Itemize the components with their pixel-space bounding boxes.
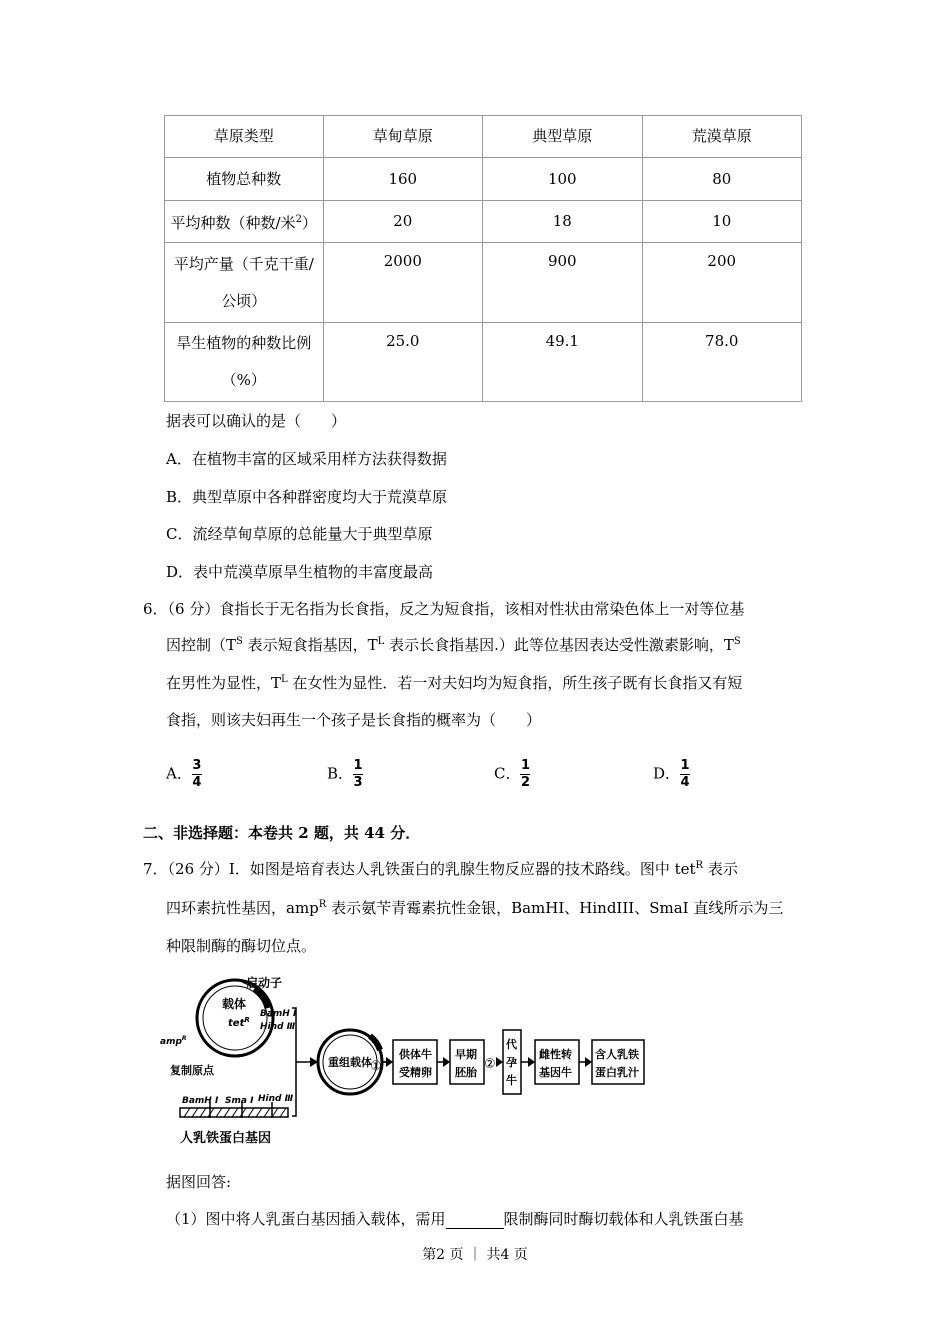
- q7-line-2: [166, 897, 783, 918]
- gene-label: 人乳铁蛋白基因: [180, 1131, 272, 1146]
- answer-intro: 据图回答:: [166, 1173, 232, 1191]
- table-cell: 78.0: [642, 323, 802, 402]
- q6-option-c: [494, 758, 530, 791]
- step-2-marker: ②: [484, 1057, 496, 1072]
- table-row: [165, 243, 802, 323]
- box3-line1: 代: [506, 1038, 517, 1051]
- table-header-row: [165, 116, 802, 158]
- q6-line-3: [166, 672, 742, 693]
- step-1-marker: ①: [370, 1059, 382, 1074]
- table-cell: 25.0: [323, 323, 483, 402]
- q6-text: 表示长食指基因.）此等位基因表达受性激素影响，T: [384, 636, 734, 654]
- row-label-line: 旱生植物的种数比例: [176, 334, 312, 352]
- q6-text: 表示短食指基因，T: [242, 636, 378, 654]
- box4-line2: 基因牛: [539, 1066, 572, 1079]
- table-cell: 100: [483, 158, 642, 201]
- box5-line1: 含人乳铁: [595, 1048, 639, 1061]
- q7-sub-text: （1）图中将人乳蛋白基因插入载体，需用: [166, 1210, 446, 1228]
- q6-text: 在男性为显性，T: [166, 674, 282, 692]
- q5-option-c: C．流经草甸草原的总能量大于典型草原: [166, 525, 433, 543]
- q5-option-a: A．在植物丰富的区域采用样方法获得数据: [166, 450, 447, 468]
- box3-line2: 孕: [506, 1056, 517, 1069]
- ori-label: 复制原点: [170, 1064, 214, 1077]
- numerator: 1: [353, 758, 363, 773]
- q7-sub-1: [166, 1208, 744, 1229]
- row-label: 植物总种数: [165, 158, 324, 201]
- q6-line-2: [166, 634, 741, 655]
- q7-text: 表示: [703, 860, 738, 878]
- table-cell: 160: [323, 158, 483, 201]
- gene-bamh1-label: BamH I: [182, 1096, 219, 1106]
- superscript: S: [733, 636, 741, 647]
- row-label-text: 平均种数（种数/米: [170, 214, 296, 232]
- q6-text: 因控制（T: [166, 636, 237, 654]
- table-header-cell: 草原类型: [165, 116, 324, 158]
- table-cell: 2000: [323, 243, 483, 323]
- numerator: 3: [192, 758, 202, 773]
- box2-line1: 早期: [455, 1048, 477, 1061]
- numerator: 1: [520, 758, 530, 773]
- option-label: D．: [653, 764, 681, 783]
- table-header-cell: 荒漠草原: [642, 116, 802, 158]
- box1-line1: 供体牛: [399, 1048, 432, 1061]
- table-cell: 18: [483, 201, 642, 243]
- superscript: R: [318, 899, 327, 910]
- row-label-line: 平均产量（千克干重/: [173, 254, 314, 273]
- q5-option-b: B．典型草原中各种群密度均大于荒漠草原: [166, 488, 448, 506]
- option-label: C．: [494, 764, 521, 783]
- table-header-cell: 草甸草原: [323, 116, 483, 158]
- box5-line2: 蛋白乳汁: [595, 1066, 639, 1079]
- superscript: 2: [295, 214, 302, 225]
- q6-option-d: [653, 758, 690, 791]
- superscript: L: [281, 674, 288, 685]
- table-header-cell: 典型草原: [483, 116, 642, 158]
- human-lactoferrin-gene: [180, 1094, 294, 1146]
- fraction: [520, 758, 530, 791]
- q7-text: 四环素抗性基因，amp: [166, 899, 319, 917]
- row-label-line: （%）: [221, 371, 266, 389]
- vector-plasmid: [160, 975, 297, 1077]
- section-heading: 二、非选择题：本卷共 2 题，共 44 分．: [143, 824, 421, 842]
- gene-sma1-label: Sma I: [225, 1096, 254, 1106]
- q6-line-1: 6．（6 分）食指长于无名指为长食指，反之为短食指，该相对性状由常染色体上一对等位基: [143, 600, 745, 618]
- fraction: [192, 758, 202, 791]
- page-footer: 第2 页 ｜ 共4 页: [422, 1247, 528, 1263]
- fraction: [680, 758, 690, 791]
- fraction: [353, 758, 363, 791]
- q7-text: 表示氨苄青霉素抗性金银，BamHI、HindIII、SmaI 直线所示为三: [326, 899, 784, 917]
- q6-line-4: 食指，则该夫妇再生一个孩子是长食指的概率为（ ）: [166, 711, 542, 729]
- table-row: [165, 158, 802, 201]
- q7-line-3: 种限制酶的酶切位点。: [166, 937, 317, 955]
- row-label: [165, 201, 324, 243]
- bamh1-site-label: BamH I: [260, 1009, 297, 1019]
- denominator: 3: [353, 775, 363, 790]
- table-cell: 200: [642, 243, 802, 323]
- q6-text: 在女性为显性．若一对夫妇均为短食指，所生孩子既有长食指又有短: [287, 674, 743, 692]
- box1-line2: 受精卵: [399, 1066, 432, 1079]
- hind3-site-label: Hind Ⅲ: [260, 1022, 296, 1032]
- table-cell: 49.1: [483, 323, 642, 402]
- promoter-segment: [255, 988, 268, 1008]
- table-row: [165, 201, 802, 243]
- q7-line-1: [143, 858, 738, 879]
- q6-option-b: [327, 758, 363, 791]
- denominator: 4: [680, 775, 690, 790]
- numerator: 1: [680, 758, 690, 773]
- box4-line1: 雌性转: [539, 1048, 572, 1061]
- amp-label: amp$^R$: [160, 1035, 187, 1047]
- table-cell: 900: [483, 243, 642, 323]
- denominator: 4: [192, 775, 202, 790]
- answer-blank[interactable]: [446, 1213, 504, 1229]
- row-label-text: ）: [301, 214, 317, 232]
- superscript: L: [377, 636, 385, 647]
- superscript: R: [695, 860, 704, 871]
- q5-stem: 据表可以确认的是（ ）: [166, 412, 347, 430]
- row-label-line: 公顷）: [221, 291, 267, 310]
- q7-text: 7．（26 分）Ⅰ．如图是培育表达人乳铁蛋白的乳腺生物反应器的技术路线。图中 tet: [143, 860, 696, 878]
- denominator: 2: [520, 775, 530, 790]
- table-cell: 10: [642, 201, 802, 243]
- tet-label: tet$^R$: [228, 1016, 250, 1029]
- option-label: A．: [166, 764, 192, 783]
- box3-line3: 牛: [506, 1074, 517, 1087]
- q6-option-a: [166, 758, 202, 791]
- promoter-label: 启动子: [246, 976, 283, 990]
- option-label: B．: [327, 764, 354, 783]
- superscript: S: [236, 636, 243, 647]
- vector-label: 载体: [222, 997, 247, 1011]
- transgenic-pathway-diagram: [160, 968, 650, 1153]
- q7-sub-text: 限制酶同时酶切载体和人乳铁蛋白基: [503, 1210, 744, 1228]
- table-row: [165, 323, 802, 402]
- table-cell: 20: [323, 201, 483, 243]
- gene-hind3-label: Hind Ⅲ: [258, 1094, 294, 1104]
- q5-option-d: D．表中荒漠草原旱生植物的丰富度最高: [166, 563, 434, 581]
- row-label: [165, 323, 324, 402]
- row-label: [165, 243, 324, 323]
- recombinant-label: 重组载体: [328, 1056, 372, 1069]
- box2-line2: 胚胎: [455, 1066, 477, 1079]
- table-cell: 80: [642, 158, 802, 201]
- grassland-table: [164, 115, 802, 402]
